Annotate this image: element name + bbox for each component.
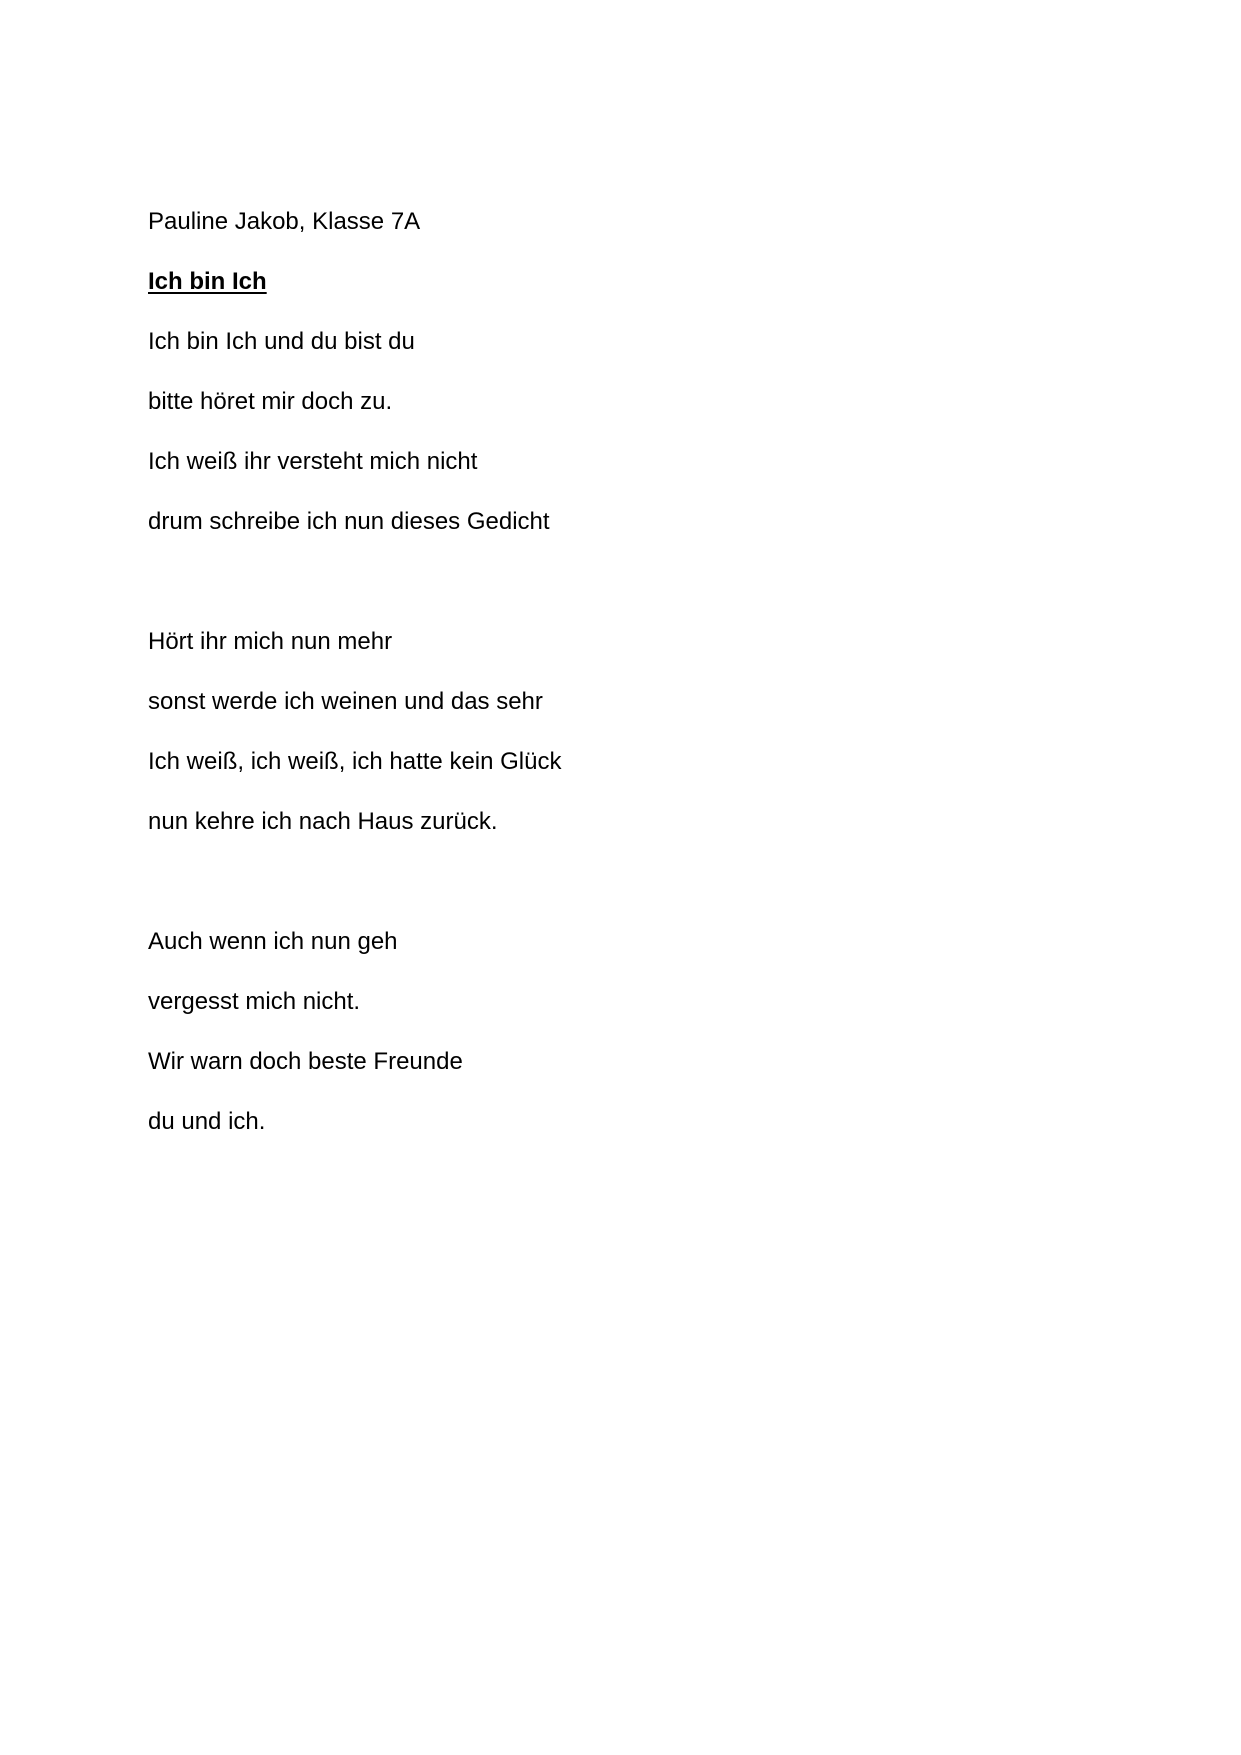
poem-line: du und ich. bbox=[148, 1108, 266, 1135]
author-line: Pauline Jakob, Klasse 7A bbox=[148, 208, 421, 235]
poem-line: nun kehre ich nach Haus zurück. bbox=[148, 808, 498, 835]
poem-line: Ich bin Ich und du bist du bbox=[148, 328, 415, 355]
poem-line: bitte höret mir doch zu. bbox=[148, 388, 393, 415]
poem-line: sonst werde ich weinen und das sehr bbox=[148, 688, 543, 715]
poem-title: Ich bin Ich bbox=[148, 268, 267, 295]
poem-line: Hört ihr mich nun mehr bbox=[148, 628, 393, 655]
poem-line: Wir warn doch beste Freunde bbox=[148, 1048, 463, 1075]
poem-line: drum schreibe ich nun dieses Gedicht bbox=[148, 508, 550, 535]
poem-line: Ich weiß, ich weiß, ich hatte kein Glück bbox=[148, 748, 562, 775]
poem-line: Ich weiß ihr versteht mich nicht bbox=[148, 448, 478, 475]
poem-line: vergesst mich nicht. bbox=[148, 988, 361, 1015]
poem-line: Auch wenn ich nun geh bbox=[148, 928, 398, 955]
